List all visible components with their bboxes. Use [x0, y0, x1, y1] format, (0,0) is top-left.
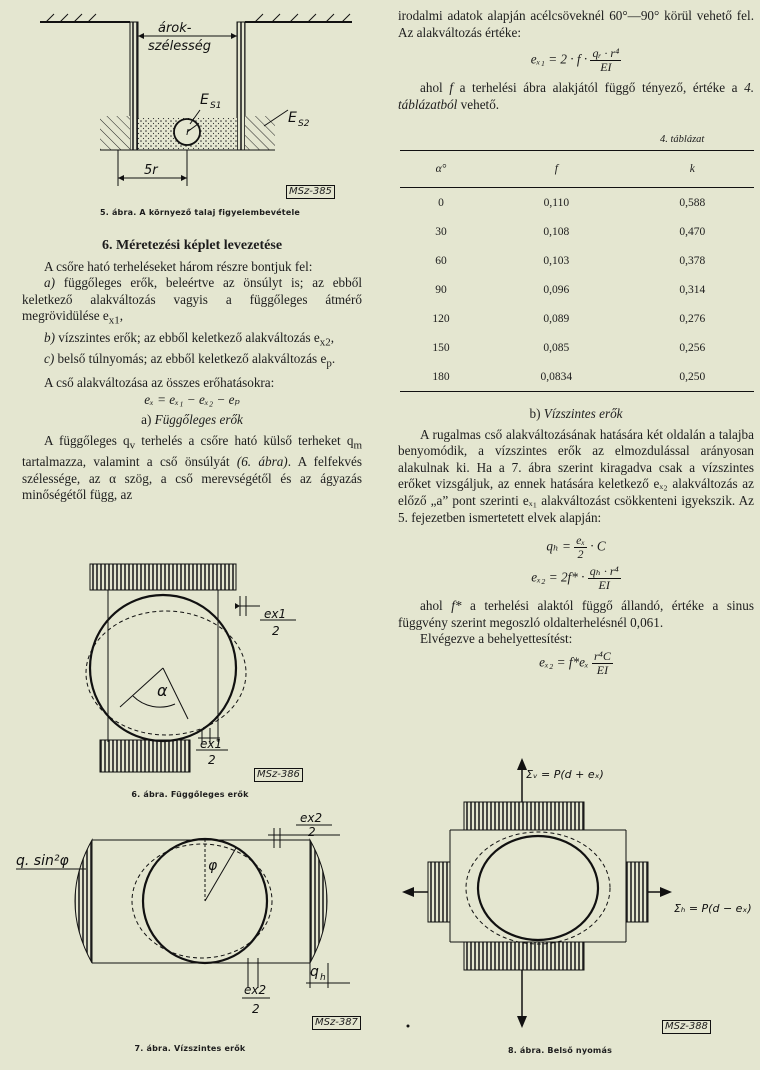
- table-header: k: [631, 151, 754, 188]
- right-paragraph-4: ahol f* a terhelési alaktól függő állandó, értéke a sinus függvény szerint megoszló oldalterhelésnél 0,061.: [398, 598, 754, 630]
- figure-8: [398, 752, 758, 1042]
- table-row: 120 0,089 0,276: [432, 312, 706, 325]
- right-paragraph-5: Elvégezve a behelyettesítést:: [420, 631, 573, 647]
- figure-5: [40, 0, 360, 200]
- list-item-c: c) belső túlnyomás; az ebből keletkező alakváltozás $e_p$.: [44, 350, 336, 370]
- table-4: [400, 150, 754, 392]
- fig5-label-trench: árok-: [158, 21, 192, 36]
- table-row: 30 0,108 0,470: [435, 225, 706, 238]
- fig7-label-qh: q: [310, 964, 319, 980]
- subsection-a-title: a) Függőleges erők: [141, 412, 243, 428]
- fig7-label-top-den: 2: [308, 825, 316, 839]
- figure-6: [60, 560, 320, 780]
- fig7-label-phi: φ: [208, 858, 218, 874]
- fig5-label-r: r: [186, 125, 191, 138]
- fig5-caption: 5. ábra. A környező talaj figyelembevétele: [99, 208, 301, 217]
- equation-1: eₓ = eₓ₁ − eₓ₂ − eₚ: [144, 391, 240, 407]
- fig6-label-bot-num: ex1: [200, 737, 223, 751]
- fig6-caption: 6. ábra. Függőleges erők: [131, 790, 249, 799]
- figure-7: [10, 808, 360, 1033]
- equation-ex2: eₓ₂ = 2f* · $\frac{\text{qₕ · r⁴}}{EI}$: [531, 564, 619, 593]
- fig7-label-q: q. sin²φ: [16, 853, 69, 869]
- fig5-label-es2: E: [288, 110, 297, 126]
- table-header: f: [482, 151, 631, 188]
- fig5-label-width: szélesség: [148, 39, 212, 54]
- list-item-b: b) vízszintes erők; az ebből keletkező alakváltozás $e_{x2}$,: [44, 329, 335, 349]
- subsection-b-title: b) Vízszintes erők: [529, 406, 623, 421]
- fig7-label-bot-num: ex2: [244, 983, 267, 997]
- table-row: 150 0,085 0,256: [432, 341, 706, 354]
- fig5-label-es2-sub: S2: [298, 119, 310, 129]
- fig5-tag: MSz-385: [286, 185, 335, 199]
- fig8-caption: 8. ábra. Belső nyomás: [507, 1046, 613, 1055]
- right-paragraph-1: irodalmi adatok alapján acélcsöveknél 60°—90° körül vehető fel. Az alakváltozás értéke:: [398, 8, 754, 40]
- equation-qh: qₕ = $\frac{\text{eₓ}}{2}$ · C: [546, 533, 606, 562]
- right-column-bottom: [398, 402, 754, 679]
- fig6-label-alpha: α: [157, 681, 168, 700]
- fig6-label-bot-den: 2: [208, 753, 216, 767]
- table-title: 4. táblázat: [660, 134, 705, 145]
- right-paragraph-2: ahol f a terhelési ábra alakjától függő tényező, értéke a 4. táblázatból vehető.: [398, 80, 754, 112]
- fig6-label-top-den: 2: [272, 624, 280, 638]
- fig7-caption: 7. ábra. Vízszintes erők: [134, 1044, 246, 1053]
- fig5-label-es1-sub: S1: [210, 101, 222, 111]
- table-row: 0 0,110 0,588: [438, 196, 706, 209]
- fig5-label-5r: 5r: [144, 163, 158, 178]
- fig7-label-qh-sub: h: [320, 973, 326, 983]
- section-heading: 6. Méretezési képlet levezetése: [101, 238, 283, 253]
- left-paragraph-3: A függőleges $q_v$ terhelés a csőre ható külső terheket $q_m$ tartalmazza, valamint a cső önsúlyát (6. ábra). A felfekvés szélessége, az α szög, a cső merevségétől és az ágyazás minőségétől függ, az: [22, 432, 362, 503]
- fig7-label-bot-den: 2: [252, 1002, 260, 1016]
- right-column-top: [398, 8, 754, 113]
- fig7-label-top-num: ex2: [300, 811, 323, 825]
- fig6-tag: MSz-386: [254, 768, 303, 782]
- fig5-label-es1: E: [200, 92, 209, 108]
- fig8-tag: MSz-388: [662, 1020, 711, 1034]
- fig7-tag: MSz-387: [312, 1016, 361, 1030]
- table-row: 90 0,096 0,314: [435, 283, 706, 296]
- equation-substituted: eₓ₂ = f*eₓ $\frac{\text{r⁴C}}{EI}$: [539, 648, 611, 677]
- fig8-label-h: Σₕ = P(d − eₓ): [674, 902, 752, 915]
- equation-ex1: eₓ₁ = 2 · f · $\frac{\text{qᵣ · r⁴}}{EI}$: [530, 46, 620, 75]
- table-row: 180 0,0834 0,250: [400, 362, 754, 392]
- left-paragraph-2: A cső alakváltozása az összes erőhatásokra:: [44, 375, 275, 391]
- fig6-label-top-num: ex1: [264, 607, 287, 621]
- list-item-a: a) függőleges erők, beleértve az önsúlyt is; az ebből keletkező alakváltozás vagyis a függőleges átmérő megrövidülése $e_{x1}$,: [22, 275, 362, 328]
- left-paragraph-1: A csőre ható terheléseket három részre bontjuk fel:: [44, 258, 313, 274]
- table-header: α°: [400, 151, 482, 188]
- right-paragraph-3: A rugalmas cső alakváltozásának hatására két oldalán a talajba benyomódik, a vízszintes erők az elmozdulással arányosan alakulnak ki. Ha a 7. ábra szerint kiragadva csak a vízszintes erőket vizsgáljuk, az ennek hatására keletkező eₓ₂ alakváltozás az előző „a” pont szerinti eₓ₁ alakváltozást csökkenteni igyekszik. Az 5. fejezetben ismertetett elvek alapján:: [398, 426, 754, 525]
- left-column: [22, 232, 362, 504]
- table-row: 60 0,103 0,378: [435, 254, 706, 267]
- fig8-label-v: Σᵥ = P(d + eₓ): [526, 768, 604, 781]
